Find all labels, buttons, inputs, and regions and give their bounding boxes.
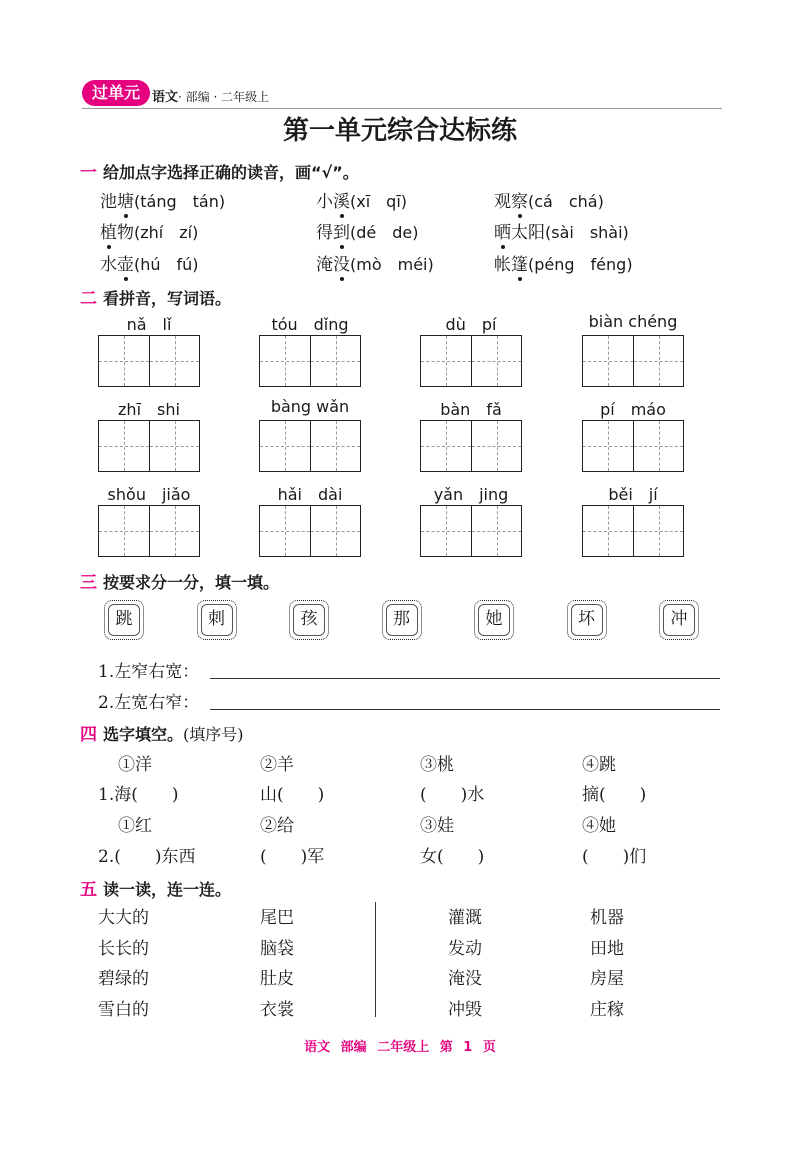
match-word[interactable]: 房屋 [590, 969, 624, 989]
fill-blank[interactable]: 山( ) [260, 785, 325, 805]
pinyin-prompt: nǎ lǐ [126, 315, 172, 334]
pinyin-options[interactable]: (cá chá) [528, 192, 604, 211]
reading-item [316, 187, 407, 212]
reading-item [100, 187, 225, 212]
grid-cell[interactable] [149, 336, 199, 386]
dotted-char: 壶 [117, 250, 134, 275]
char-box: 跳 [104, 600, 144, 640]
pinyin-options[interactable]: (péng féng) [528, 255, 633, 274]
fill-blank[interactable]: 2.( )东西 [98, 847, 196, 867]
pinyin-prompt: pí máo [600, 400, 666, 419]
word-prefix: 池 [100, 192, 117, 212]
pinyin-prompt: běi jí [608, 485, 658, 504]
grid-cell[interactable] [99, 421, 149, 471]
grid-cell[interactable] [310, 336, 360, 386]
edition-label: · 部编 · 二年级上 [178, 90, 270, 104]
pinyin-prompt: hǎi dài [277, 485, 343, 504]
header-divider [82, 108, 722, 109]
grid-cell[interactable] [310, 506, 360, 556]
grid-cell[interactable] [421, 506, 471, 556]
choice-option: ②给 [260, 816, 294, 836]
pinyin-options[interactable]: (hú fú) [134, 255, 199, 274]
choice-option: ④跳 [582, 755, 616, 775]
pinyin-prompt: shǒu jiǎo [107, 485, 191, 504]
pinyin-options[interactable]: (zhí zí) [134, 223, 199, 242]
subject-name: 语文 [152, 90, 179, 105]
match-word[interactable]: 大大的 [98, 908, 149, 928]
word-prefix: 帐 [494, 255, 511, 275]
word-prefix: 水 [100, 255, 117, 275]
reading-item [494, 218, 629, 243]
pinyin-prompt: dù pí [445, 315, 497, 334]
writing-grid[interactable] [98, 335, 200, 387]
char-box: 刺 [197, 600, 237, 640]
pinyin-prompt: bàng wǎn [270, 397, 350, 416]
choice-option: ①红 [118, 816, 152, 836]
pinyin-options[interactable]: (táng tán) [134, 192, 226, 211]
grid-cell[interactable] [421, 336, 471, 386]
choice-option: ④她 [582, 816, 616, 836]
grid-cell[interactable] [471, 336, 521, 386]
choice-option: ③桃 [420, 755, 454, 775]
section3-number: 三 [80, 573, 97, 593]
pinyin-options[interactable]: (dé de) [350, 223, 419, 242]
page-title: 第一单元综合达标练 [282, 116, 517, 146]
reading-item [494, 250, 633, 275]
grid-cell[interactable] [260, 421, 310, 471]
section1-number: 一 [80, 163, 97, 183]
grid-cell[interactable] [99, 506, 149, 556]
section1-heading [80, 158, 359, 183]
reading-item [316, 218, 419, 243]
fill-blank[interactable]: 1.海( ) [98, 785, 179, 805]
grid-cell[interactable] [633, 506, 683, 556]
q2-answer-line[interactable] [210, 709, 720, 710]
dotted-char: 植 [100, 218, 117, 243]
reading-item [100, 218, 198, 243]
fill-blank[interactable]: ( )们 [582, 847, 647, 867]
writing-grid[interactable] [259, 335, 361, 387]
match-word[interactable]: 雪白的 [98, 999, 149, 1020]
char-box: 坏 [567, 600, 607, 640]
writing-grid[interactable] [259, 420, 361, 472]
grid-cell[interactable] [633, 336, 683, 386]
choice-option: ①洋 [118, 755, 152, 775]
writing-grid[interactable] [420, 420, 522, 472]
unit-badge: 过单元 [82, 80, 150, 106]
section4-title: 选字填空。 [103, 725, 184, 744]
section3-title: 按要求分一分，填一填。 [103, 573, 280, 592]
reading-item [100, 250, 199, 275]
writing-grid[interactable] [98, 420, 200, 472]
word-suffix: 太阳 [511, 223, 545, 243]
char-box: 那 [382, 600, 422, 640]
char-box: 孩 [289, 600, 329, 640]
writing-grid[interactable] [259, 505, 361, 557]
pinyin-prompt: biàn chéng [588, 312, 678, 331]
grid-cell[interactable] [583, 336, 633, 386]
dotted-char: 篷 [511, 250, 528, 275]
fill-blank[interactable]: ( )军 [260, 847, 325, 867]
grid-cell[interactable] [310, 421, 360, 471]
pinyin-prompt: zhī shi [118, 400, 180, 419]
match-word[interactable]: 冲毁 [448, 999, 482, 1020]
q1-answer-line[interactable] [210, 678, 720, 679]
grid-cell[interactable] [149, 421, 199, 471]
word-prefix: 观 [494, 192, 511, 212]
section2-number: 二 [80, 289, 97, 309]
grid-cell[interactable] [633, 421, 683, 471]
dotted-char: 塘 [117, 187, 134, 212]
char-box: 她 [474, 600, 514, 640]
choice-option: ③娃 [420, 816, 454, 836]
match-word[interactable]: 碧绿的 [98, 969, 149, 989]
section4-heading [80, 720, 244, 745]
fill-blank[interactable]: ( )水 [420, 785, 485, 805]
pinyin-options[interactable]: (mò méi) [350, 255, 434, 274]
dotted-char: 晒 [494, 218, 511, 243]
writing-grid[interactable] [582, 420, 684, 472]
q1-label: 1.左窄右宽： [98, 662, 200, 682]
writing-grid[interactable] [98, 505, 200, 557]
match-word[interactable]: 尾巴 [260, 908, 294, 928]
section5-divider [375, 902, 376, 1017]
match-word[interactable]: 发动 [448, 938, 482, 959]
q2-label: 2.左宽右窄： [98, 693, 200, 713]
grid-cell[interactable] [583, 421, 633, 471]
section2-title: 看拼音，写词语。 [103, 289, 232, 308]
grid-cell[interactable] [471, 421, 521, 471]
choice-option: ②羊 [260, 755, 294, 775]
grid-cell[interactable] [99, 336, 149, 386]
section2-heading [80, 284, 231, 309]
match-word[interactable]: 淹没 [448, 969, 482, 989]
grid-cell[interactable] [149, 506, 199, 556]
section1-title: 给加点字选择正确的读音，画“√”。 [103, 163, 359, 182]
pinyin-prompt: yǎn jing [433, 485, 509, 504]
grid-cell[interactable] [260, 506, 310, 556]
writing-grid[interactable] [420, 505, 522, 557]
section5-number: 五 [80, 880, 97, 900]
dotted-char: 没 [333, 250, 350, 275]
word-prefix: 小 [316, 192, 333, 212]
word-suffix: 物 [117, 223, 134, 243]
writing-grid[interactable] [582, 505, 684, 557]
fill-blank[interactable]: 女( ) [420, 847, 485, 867]
match-word[interactable]: 脑袋 [260, 938, 294, 959]
reading-item [494, 187, 604, 212]
section5-title: 读一读，连一连。 [103, 880, 232, 899]
match-word[interactable]: 田地 [590, 938, 624, 959]
grid-cell[interactable] [583, 506, 633, 556]
fill-blank[interactable]: 摘( ) [582, 785, 647, 805]
section4-note: (填序号) [183, 725, 244, 744]
pinyin-prompt: bàn fǎ [440, 400, 502, 419]
char-box: 冲 [659, 600, 699, 640]
section5-heading [80, 875, 231, 900]
match-word[interactable]: 庄稼 [590, 999, 624, 1020]
match-word[interactable]: 肚皮 [260, 969, 294, 989]
word-prefix: 淹 [316, 255, 333, 275]
pinyin-prompt: tóu dǐng [271, 315, 349, 334]
writing-grid[interactable] [582, 335, 684, 387]
dotted-char: 到 [333, 218, 350, 243]
grid-cell[interactable] [260, 336, 310, 386]
pinyin-options[interactable]: (sài shài) [545, 223, 629, 242]
grid-cell[interactable] [421, 421, 471, 471]
pinyin-options[interactable]: (xī qī) [350, 192, 408, 211]
match-word[interactable]: 长长的 [98, 938, 149, 959]
reading-item [316, 250, 434, 275]
writing-grid[interactable] [420, 335, 522, 387]
page-footer: 语文 部编 二年级上 第 1 页 [304, 1040, 496, 1055]
section3-heading [80, 568, 279, 593]
word-prefix: 得 [316, 223, 333, 243]
match-word[interactable]: 衣裳 [260, 999, 294, 1020]
section4-number: 四 [80, 725, 97, 745]
dotted-char: 察 [511, 187, 528, 212]
subject-label [152, 86, 269, 105]
match-word[interactable]: 机器 [590, 908, 624, 928]
grid-cell[interactable] [471, 506, 521, 556]
match-word[interactable]: 灌溉 [448, 908, 482, 928]
dotted-char: 溪 [333, 187, 350, 212]
